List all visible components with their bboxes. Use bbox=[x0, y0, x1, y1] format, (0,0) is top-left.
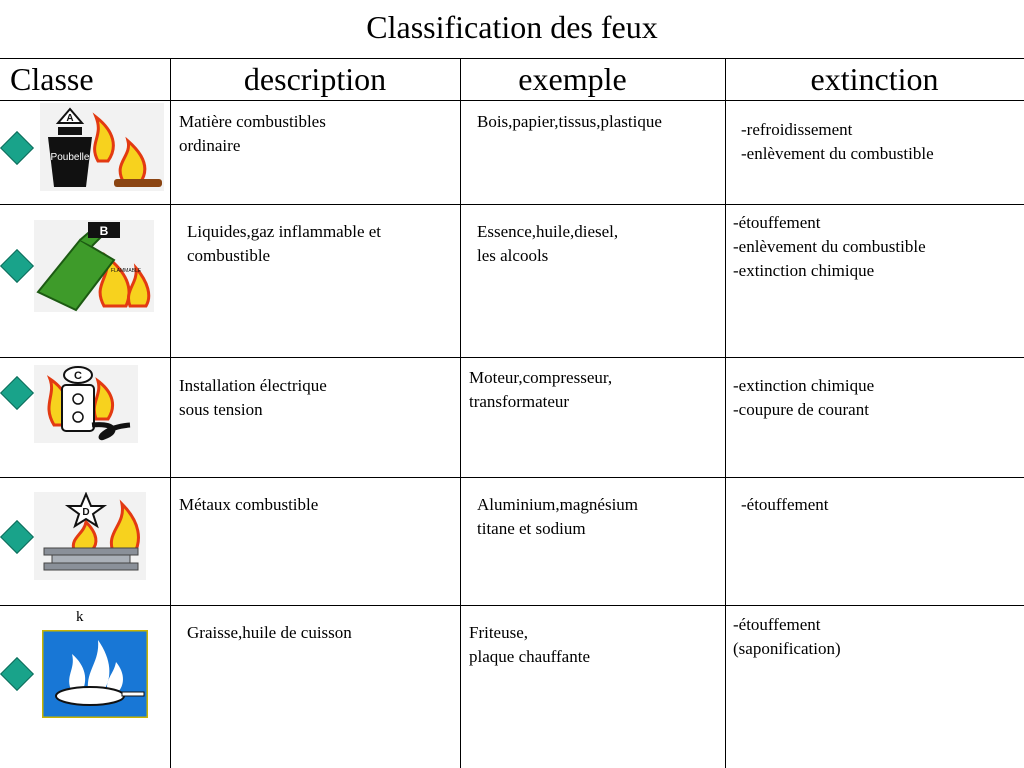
table-top-border bbox=[0, 58, 1024, 59]
class-letter-d: D bbox=[82, 507, 90, 518]
class-a-trash-fire-icon bbox=[40, 103, 164, 191]
bullet-diamond-icon bbox=[0, 657, 34, 691]
column-divider bbox=[460, 58, 461, 768]
column-divider bbox=[725, 58, 726, 768]
row-d-exemple: Aluminium,magnésium titane et sodium bbox=[477, 495, 639, 538]
class-letter-c: C bbox=[74, 370, 82, 382]
header-bottom-border bbox=[0, 100, 1024, 101]
row-divider bbox=[0, 605, 1024, 606]
bullet-diamond-icon bbox=[0, 520, 34, 554]
row-a-extinction: -refroidissement -enlèvement du combustible bbox=[741, 120, 934, 163]
header-classe: Classe bbox=[10, 61, 94, 97]
class-b-fuel-can-fire-icon bbox=[34, 220, 154, 312]
row-b-extinction: -étouffement -enlèvement du combustible -extinction chimique bbox=[733, 213, 926, 280]
row-k-exemple: Friteuse, plaque chauffante bbox=[469, 623, 590, 666]
header-exemple: exemple bbox=[518, 61, 627, 97]
class-letter-b: B bbox=[99, 224, 109, 238]
row-k-description: Graisse,huile de cuisson bbox=[187, 623, 352, 642]
row-d-extinction: -étouffement bbox=[741, 495, 829, 514]
page-title: Classification des feux bbox=[366, 9, 658, 45]
class-d-metal-fire-icon bbox=[34, 492, 146, 580]
row-b-exemple: Essence,huile,diesel, les alcools bbox=[477, 222, 619, 265]
column-divider bbox=[170, 58, 171, 768]
bullet-diamond-icon bbox=[0, 376, 34, 410]
class-k-frying-pan-fire-icon bbox=[42, 630, 148, 718]
row-divider bbox=[0, 204, 1024, 205]
class-c-electrical-outlet-fire-icon bbox=[34, 365, 138, 443]
row-a-exemple: Bois,papier,tissus,plastique bbox=[477, 112, 662, 131]
row-c-description: Installation électrique sous tension bbox=[179, 376, 327, 419]
header-description: description bbox=[243, 61, 387, 97]
bullet-diamond-icon bbox=[0, 131, 34, 165]
row-divider bbox=[0, 477, 1024, 478]
class-letter-a: A bbox=[66, 113, 74, 124]
bin-label: Poubelle bbox=[50, 152, 90, 163]
header-extinction: extinction bbox=[810, 61, 939, 97]
row-a-description: Matière combustibles ordinaire bbox=[179, 112, 326, 155]
bullet-diamond-icon bbox=[0, 249, 34, 283]
class-letter-k: k bbox=[76, 609, 84, 625]
can-label: FLAMMABLE bbox=[110, 268, 142, 274]
row-k-extinction: -étouffement (saponification) bbox=[733, 615, 841, 658]
row-b-description: Liquides,gaz inflammable et combustible bbox=[187, 222, 382, 265]
row-c-extinction: -extinction chimique -coupure de courant bbox=[733, 376, 875, 419]
row-divider bbox=[0, 357, 1024, 358]
row-c-exemple: Moteur,compresseur, transformateur bbox=[469, 368, 613, 411]
row-d-description: Métaux combustible bbox=[179, 495, 319, 514]
